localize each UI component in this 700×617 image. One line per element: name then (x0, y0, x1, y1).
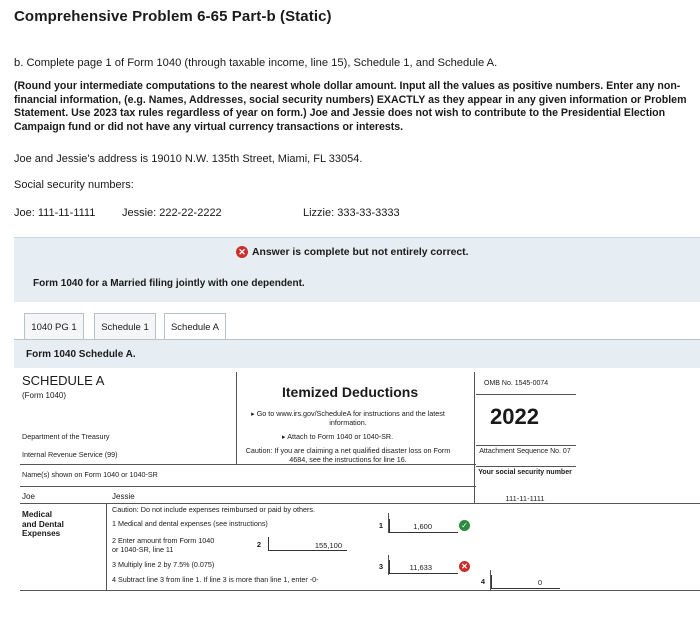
line-3-num: 3 (378, 562, 384, 571)
line-1-value[interactable]: 1,600 (413, 522, 432, 531)
line-4-text: 4 Subtract line 3 from line 1. If line 3 is more than line 1, enter -0- (112, 575, 319, 584)
schedule-goto: ▸ Go to www.irs.gov/ScheduleA for instructions and the latest information. (251, 409, 445, 427)
dept-treasury: Department of the Treasury (22, 432, 110, 441)
form-year: 2022 (490, 404, 539, 429)
your-ssn-label: Your social security number (478, 469, 572, 476)
address-text: Joe and Jessie's address is 19010 N.W. 135th Street, Miami, FL 33054. (14, 153, 363, 165)
x-circle-icon: ✕ (236, 246, 248, 258)
schedule-name: SCHEDULE A (22, 373, 105, 388)
names-underline (20, 486, 476, 487)
your-ssn-value: 111-11-1111 (505, 494, 545, 503)
answer-status (236, 246, 469, 258)
medical-section-label (22, 510, 66, 539)
schedule-form-ref: (Form 1040) (22, 391, 67, 400)
schedule-title: Itemized Deductions (282, 384, 419, 400)
check-circle-icon: ✓ (459, 520, 470, 531)
header-divider-left (236, 372, 237, 464)
line-1-text: 1 Medical and dental expenses (see instructions) (112, 519, 268, 528)
medical-caution: Caution: Do not include expenses reimbursed or paid by others. (112, 505, 315, 514)
line-2-num: 2 (256, 540, 262, 549)
line-3-value[interactable]: 11,633 (409, 563, 432, 572)
page-title: Comprehensive Problem 6-65 Part-b (Static) (14, 8, 332, 25)
line-4-num: 4 (480, 577, 486, 586)
line-1-num: 1 (378, 521, 384, 530)
problem-instructions: (Round your intermediate computations to the nearest whole dollar amount. Input all the values as positive numbers. Enter any non-financial information, (e.g. Names, Addresses, social security numbers) EXACTLY as they appear in any given information or Problem Statement. Use 2023 tax rules regardless of year on form.) Joe and Jessie does not wish to contribute to the Presidential Election Campaign fund or did not have any virtual currency transactions or interests. (14, 80, 687, 133)
names-label: Name(s) shown on Form 1040 or 1040-SR (22, 470, 158, 479)
ssn-jessie: Jessie: 222-22-2222 (122, 207, 222, 219)
section-divider (20, 503, 700, 504)
problem-prompt: b. Complete page 1 of Form 1040 (through taxable income, line 15), Schedule 1, and Schedule A. (14, 57, 498, 69)
attachment-sequence: Attachment Sequence No. 07 (479, 448, 571, 455)
medical-section-text: Medical and Dental Expenses (22, 510, 64, 538)
subheading: Form 1040 Schedule A. (26, 349, 136, 360)
line-3-text: 3 Multiply line 2 by 7.5% (0.075) (112, 560, 215, 569)
name-field-second[interactable]: Jessie (112, 492, 135, 501)
schedule-attach: ▸ Attach to Form 1040 or 1040-SR. (282, 432, 394, 441)
ssn-lizzie: Lizzie: 333-33-3333 (303, 207, 400, 219)
names-divider (20, 464, 476, 465)
answer-status-text: Answer is complete but not entirely correct. (252, 246, 469, 258)
omb-number: OMB No. 1545-0074 (484, 380, 549, 387)
omb-divider (476, 394, 576, 395)
header-divider-right (474, 372, 475, 504)
line-2-text: 2 Enter amount from Form 1040 or 1040-SR, line 11 (112, 536, 215, 554)
schedule-caution: Caution: If you are claiming a net qualified disaster loss on Form 4684, see the instructions for line 16. (245, 446, 451, 464)
line-2-value[interactable]: 155,100 (314, 541, 342, 550)
line-4-value[interactable]: 0 (537, 578, 542, 587)
medical-label-divider (106, 503, 107, 590)
ssn-joe: Joe: 111-11-1111 (14, 207, 96, 219)
tab-schedule-a[interactable]: Schedule A (164, 313, 226, 341)
ssn-label: Social security numbers: (14, 179, 134, 191)
form-heading: Form 1040 for a Married filing jointly with one dependent. (33, 278, 305, 289)
x-circle-icon: ✕ (459, 561, 470, 572)
name-field-first[interactable]: Joe (22, 492, 35, 501)
tab-schedule-1[interactable]: Schedule 1 (94, 313, 156, 340)
tab-1040-pg-1[interactable]: 1040 PG 1 (24, 313, 84, 340)
medical-bottom-divider (20, 590, 700, 591)
seq-divider (476, 466, 576, 467)
year-divider (476, 445, 576, 446)
irs-label: Internal Revenue Service (99) (22, 450, 118, 459)
